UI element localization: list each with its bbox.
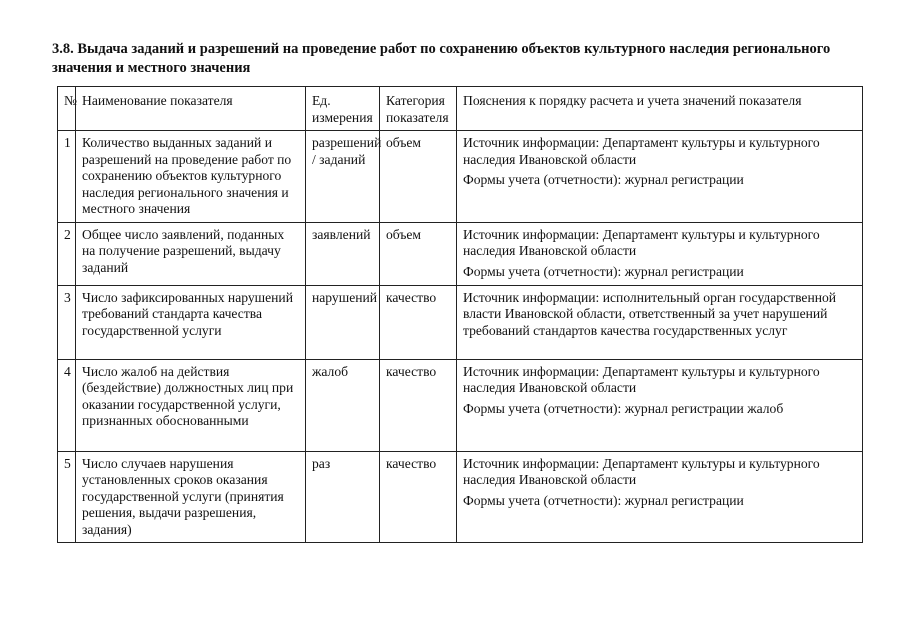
section-heading: 3.8. Выдача заданий и разрешений на проведение работ по сохранению объектов культурного наследия регионального значения и местного значения xyxy=(52,41,831,76)
note-source: Источник информации: Департамент культуры и культурного наследия Ивановской области xyxy=(463,363,820,395)
note-source: Источник информации: Департамент культуры и культурного наследия Ивановской области xyxy=(463,455,820,487)
cell-num: 4 xyxy=(58,359,76,451)
cell-unit: нарушений xyxy=(306,285,380,359)
cell-unit: разрешений / заданий xyxy=(306,131,380,223)
note-source: Источник информации: исполнительный орган государственной власти Ивановской области, ответственный за учет нарушений требований стандартов качества государственных услуг xyxy=(463,289,837,338)
cell-name: Общее число заявлений, поданных на получение разрешений, выдачу заданий xyxy=(76,222,306,285)
note-forms: Формы учета (отчетности): журнал регистрации xyxy=(463,492,744,508)
cell-note xyxy=(457,285,863,359)
cell-note xyxy=(457,359,863,451)
cell-category: объем xyxy=(380,131,457,223)
header-num: № xyxy=(58,87,76,131)
cell-num: 5 xyxy=(58,451,76,543)
table-row xyxy=(58,131,863,223)
header-name: Наименование показателя xyxy=(76,87,306,131)
cell-num: 3 xyxy=(58,285,76,359)
cell-unit: заявлений xyxy=(306,222,380,285)
cell-note xyxy=(457,451,863,543)
table-header-row xyxy=(58,87,863,131)
indicators-table xyxy=(57,86,863,543)
table-row xyxy=(58,451,863,543)
cell-num: 1 xyxy=(58,131,76,223)
note-source: Источник информации: Департамент культуры и культурного наследия Ивановской области xyxy=(463,135,820,167)
header-unit: Ед. измерения xyxy=(306,87,380,131)
cell-category: качество xyxy=(380,451,457,543)
note-forms: Формы учета (отчетности): журнал регистрации xyxy=(463,263,744,279)
cell-unit: раз xyxy=(306,451,380,543)
header-note: Пояснения к порядку расчета и учета значений показателя xyxy=(457,87,863,131)
cell-name: Количество выданных заданий и разрешений на проведение работ по сохранению объектов культурного наследия регионального значения и местного значения xyxy=(76,131,306,223)
cell-num: 2 xyxy=(58,222,76,285)
header-category: Категория показателя xyxy=(380,87,457,131)
cell-name: Число зафиксированных нарушений требований стандарта качества государственной услуги xyxy=(76,285,306,359)
table-row xyxy=(58,222,863,285)
note-forms: Формы учета (отчетности): журнал регистрации xyxy=(463,172,744,187)
cell-note xyxy=(457,222,863,285)
cell-name: Число случаев нарушения установленных сроков оказания государственной услуги (принятия решения, выдачи разрешения, задания) xyxy=(76,451,306,543)
cell-category: качество xyxy=(380,285,457,359)
cell-category: качество xyxy=(380,359,457,451)
note-forms: Формы учета (отчетности): журнал регистрации жалоб xyxy=(463,400,784,416)
cell-name: Число жалоб на действия (бездействие) должностных лиц при оказании государственной услуги, признанных обоснованными xyxy=(76,359,306,451)
cell-note xyxy=(457,131,863,223)
note-source: Источник информации: Департамент культуры и культурного наследия Ивановской области xyxy=(463,226,820,258)
table-row xyxy=(58,359,863,451)
cell-category: объем xyxy=(380,222,457,285)
table-row xyxy=(58,285,863,359)
cell-unit: жалоб xyxy=(306,359,380,451)
